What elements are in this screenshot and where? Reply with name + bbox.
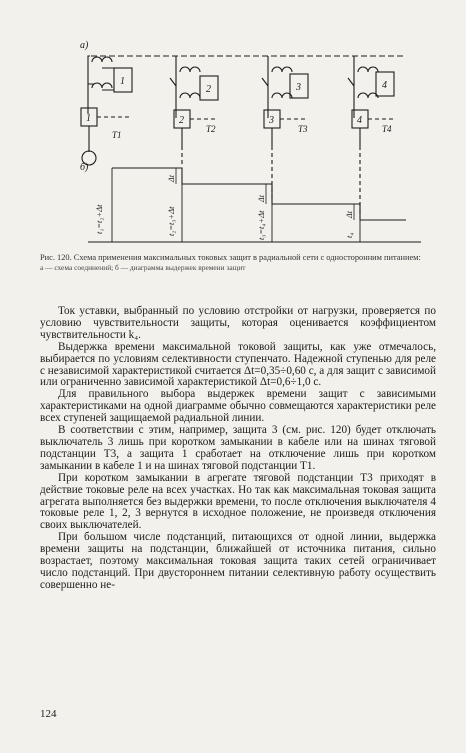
- substation-label-2: Т2: [206, 124, 216, 134]
- body-text: [40, 306, 436, 592]
- paragraph: Выдержка времени максимальной токовой защиты, как уже отмечалось, выбирается по условиям селективности ступенчато. Надежной ступенью для реле с независимой характеристикой считается Δt=0,35÷0,60 с, а для защит с зависимой или ограниченно зависимой характеристикой Δt=0,6÷1,0 с.: [40, 340, 436, 389]
- breaker-label-3: 3: [269, 115, 274, 126]
- protection-unit-2: [170, 56, 218, 146]
- time-label-t2: t₂=t₃+Δt: [166, 206, 176, 236]
- delta-t-1: Δt: [167, 175, 176, 182]
- paragraph: Для правильного выбора выдержек времени защит с зависимыми характеристиками на одной диаграмме обычно совмещаются характеристики реле всех ступеней защищаемой радиальной линии.: [40, 388, 436, 425]
- relay-label-1: 1: [120, 76, 125, 87]
- paragraph: В соответствии с этим, например, защита 3 (см. рис. 120) будет отключать выключатель 3 лишь при коротком замыкании в кабеле или на шинах тяговой подстанции Т3, а защита 1 сработает на отключение лишь при коротком замыкании в кабеле 1 и на шинах тяговой подстанции Т1.: [40, 424, 436, 472]
- figure-caption: [40, 253, 435, 273]
- time-diagram: [88, 168, 421, 242]
- delta-t-3: Δt: [345, 211, 354, 218]
- relay-label-2: 2: [206, 84, 211, 95]
- paragraph: При коротком замыкании в агрегате тяговой подстанции Т3 приходят в действие токовые реле на всех участках. Но так как максимальная токовая защита агрегата выполняется без выдержки времени, то после отключения выключателя 4 токовые реле 1, 2, 3 вернутся в исходное положение, не произведя отключения своих выключателей.: [40, 471, 436, 532]
- time-label-t3: t₃=t₄+Δt: [256, 210, 266, 240]
- delta-t-2: Δt: [257, 195, 266, 202]
- substation-label-3: Т3: [298, 124, 308, 134]
- relay-label-4: 4: [382, 80, 387, 91]
- caption-sub: а — схема соединений; б — диаграмма выдержек времени защит: [40, 263, 246, 272]
- protection-unit-1: [81, 56, 132, 165]
- time-label-t4: t₄: [344, 232, 354, 238]
- caption-main: Рис. 120. Схема применения максимальных токовых защит в радиальной сети с односторонним питанием:: [40, 253, 421, 262]
- page-number: 124: [40, 708, 57, 720]
- breaker-label-2: 2: [179, 115, 184, 126]
- paragraph: При большом числе подстанций, питающихся от одной линии, выдержка времени защиты на подстанции, ближайшей от источника питания, сильно возрастает, поэтому максимальная токовая защита таких сетей ограничивает число подстанций. При двустороннем питании селективную работу осуществить совершенно не-: [40, 531, 436, 591]
- label-a: а): [80, 40, 89, 51]
- breaker-label-4: 4: [357, 115, 362, 126]
- protection-unit-3: [262, 56, 308, 146]
- label-b: б): [80, 162, 89, 173]
- protection-unit-4: [348, 56, 394, 146]
- relay-label-3: 3: [296, 82, 301, 93]
- breaker-label-1: 1: [86, 113, 91, 124]
- paragraph: Ток уставки, выбранный по условию отстройки от нагрузки, проверяется по условию чувствительности защиты, которая оценивается коэффициентом чувствительности k₄.: [40, 305, 436, 341]
- time-label-t1: t₁=t₂+Δt: [94, 204, 104, 234]
- figure-120: [36, 28, 436, 250]
- substation-label-1: Т1: [112, 130, 122, 140]
- substation-label-4: Т4: [382, 124, 392, 134]
